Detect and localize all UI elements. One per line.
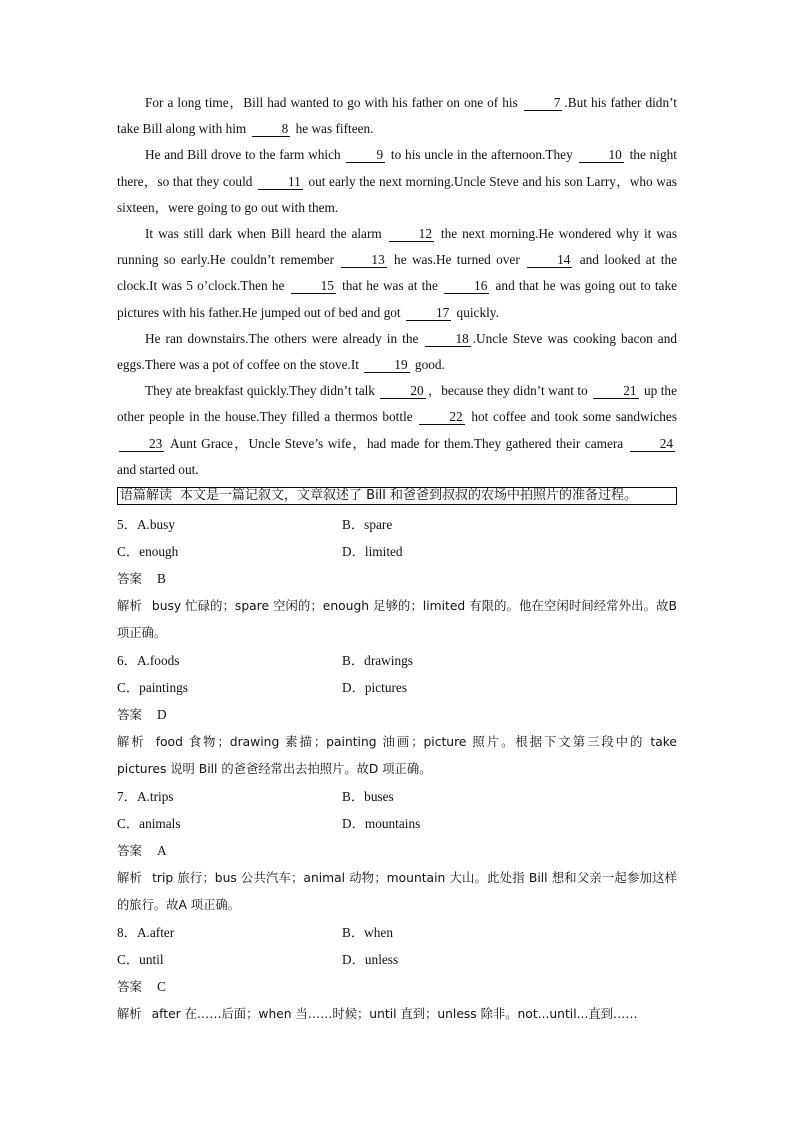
passage-text: and looked at the clock.It was 5 o’clock.Then he (117, 252, 677, 294)
passage-text: the next morning.He wondered why it was running so early.He couldn’t remember (117, 226, 677, 268)
question-list (117, 511, 677, 1028)
answer-label: 答案 (117, 571, 143, 587)
cloze-blank: 16 (444, 278, 489, 294)
cloze-blank: 12 (389, 226, 434, 242)
passage-text: .But his father didn’t take Bill along with him (117, 95, 677, 137)
cloze-blank: 19 (364, 357, 409, 373)
option-c: C．paintings (117, 680, 188, 696)
passage-summary-box (117, 487, 677, 505)
passage-text: He and Bill drove to the farm which (145, 147, 345, 163)
answer-value: B (157, 571, 166, 587)
passage-text: .Uncle Steve was cooking bacon and eggs.There was a pot of coffee on the stove.It (117, 330, 677, 373)
explanation-text: food 食物；drawing 素描；painting 油画；picture 照片。根据下文第三段中的 take pictures 说明 Bill 的爸爸经常出去拍照片。故D 项正确。 (117, 734, 677, 776)
answer-row (117, 701, 677, 728)
option-b: B．when (342, 924, 393, 940)
cloze-blank: 18 (425, 331, 470, 347)
passage-text: hot coffee and took some sandwiches (466, 409, 677, 425)
passage-text: Aunt Grace，Uncle Steve’s wife，had made for them.They gathered their camera (166, 435, 628, 451)
question-block (117, 647, 677, 783)
answer-row (117, 565, 677, 592)
passage-text: good. (411, 357, 445, 373)
passage-text: out early the next morning.Uncle Steve and his son Larry，who was sixteen，were going to go out with them. (117, 173, 677, 215)
answer-label: 答案 (117, 843, 143, 859)
cloze-blank: 24 (630, 436, 675, 452)
answer-row (117, 837, 677, 864)
option-c: C．animals (117, 816, 181, 832)
option-row (117, 511, 677, 538)
option-d: D．pictures (342, 680, 407, 696)
passage-paragraph-2 (117, 142, 677, 221)
passage-paragraph-3 (117, 221, 677, 326)
answer-value: C (157, 979, 166, 995)
passage-text: quickly. (453, 304, 499, 320)
explanation (117, 729, 677, 783)
option-row (117, 538, 677, 565)
cloze-blank: 13 (341, 252, 386, 268)
explanation (117, 593, 677, 647)
cloze-blank: 7 (524, 95, 563, 111)
summary-tag: 语篇解读 (120, 488, 173, 504)
cloze-blank: 22 (419, 409, 464, 425)
passage-text: up the other people in the house.They filled a thermos bottle (117, 383, 677, 425)
passage-paragraph-4 (117, 326, 677, 378)
answer-label: 答案 (117, 979, 143, 995)
passage-text: It was still dark when Bill heard the alarm (145, 226, 387, 242)
option-row (117, 946, 677, 973)
passage-text: ，because they didn’t want to (427, 383, 592, 399)
option-row (117, 810, 677, 837)
question-block (117, 511, 677, 647)
option-c: C．enough (117, 544, 179, 560)
passage-text: he was fifteen. (292, 121, 374, 137)
summary-text: 本文是一篇记叙文，文章叙述了 Bill 和爸爸到叔叔的农场中拍照片的准备过程。 (180, 488, 638, 504)
answer-value: A (157, 843, 167, 859)
passage-text: to his uncle in the afternoon.They (387, 147, 577, 163)
answer-row (117, 973, 677, 1000)
cloze-blank: 23 (119, 436, 164, 452)
passage-text: that he was at the (337, 278, 443, 294)
passage-text: and started out. (117, 461, 199, 477)
explanation-label: 解析 (117, 870, 143, 885)
cloze-blank: 14 (527, 252, 572, 268)
option-a: 7．A.trips (117, 788, 174, 804)
explanation-text: trip 旅行；bus 公共汽车；animal 动物；mountain 大山。此处指 Bill 想和父亲一起参加这样的旅行。故A 项正确。 (117, 870, 677, 912)
option-a: 5．A.busy (117, 517, 175, 533)
cloze-blank: 20 (380, 383, 425, 399)
passage-paragraph-1 (117, 90, 677, 142)
explanation (117, 1001, 677, 1028)
option-b: B．buses (342, 788, 394, 804)
cloze-blank: 9 (346, 147, 385, 163)
cloze-blank: 11 (258, 174, 303, 190)
option-d: D．limited (342, 544, 403, 560)
passage-text: and that he was going out to take pictures with his father.He jumped out of bed and got (117, 278, 677, 320)
cloze-blank: 10 (579, 147, 624, 163)
answer-label: 答案 (117, 707, 143, 723)
option-row (117, 919, 677, 946)
option-c: C．until (117, 952, 164, 968)
explanation-label: 解析 (117, 1006, 142, 1021)
option-row (117, 647, 677, 674)
explanation-label: 解析 (117, 598, 142, 613)
option-b: B．drawings (342, 653, 413, 669)
cloze-passage (117, 90, 677, 483)
explanation-label: 解析 (117, 734, 146, 749)
document-page (117, 90, 677, 1028)
passage-paragraph-5 (117, 378, 677, 483)
option-row (117, 674, 677, 701)
passage-text: They ate breakfast quickly.They didn’t talk (145, 383, 379, 399)
passage-text: For a long time，Bill had wanted to go with his father on one of his (145, 95, 522, 110)
explanation-text: busy 忙碌的；spare 空闲的；enough 足够的；limited 有限的。他在空闲时间经常外出。故B 项正确。 (117, 598, 677, 640)
option-d: D．unless (342, 952, 399, 968)
explanation-text: after 在……后面；when 当……时候；until 直到；unless 除非。not...until...直到…… (151, 1006, 638, 1021)
cloze-blank: 15 (291, 278, 336, 294)
answer-value: D (157, 707, 167, 723)
cloze-blank: 17 (406, 305, 451, 321)
option-d: D．mountains (342, 816, 421, 832)
question-block (117, 919, 677, 1028)
option-b: B．spare (342, 517, 393, 533)
option-row (117, 783, 677, 810)
explanation (117, 865, 677, 919)
option-a: 8．A.after (117, 924, 175, 940)
passage-text: he was.He turned over (388, 252, 526, 268)
cloze-blank: 21 (593, 383, 638, 399)
cloze-blank: 8 (252, 121, 291, 137)
passage-text: He ran downstairs.The others were already in the (145, 330, 424, 346)
passage-text: the night there，so that they could (117, 147, 677, 189)
option-a: 6．A.foods (117, 653, 180, 669)
question-block (117, 783, 677, 919)
